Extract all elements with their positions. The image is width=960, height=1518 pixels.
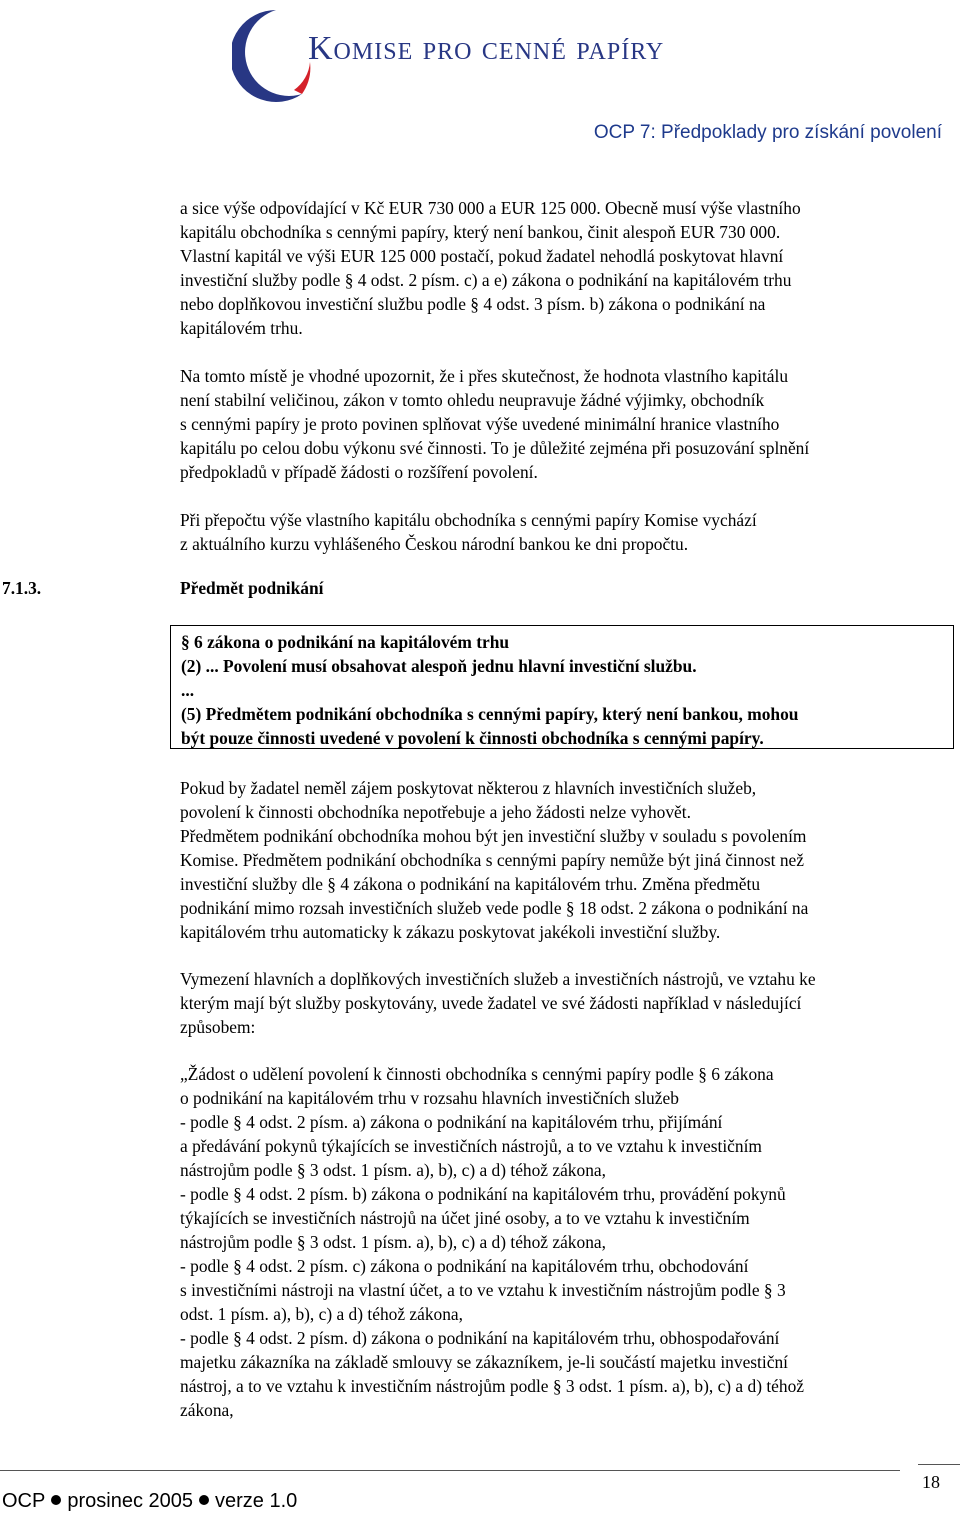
law-line: ...	[181, 680, 195, 700]
text-line: Pokud by žadatel neměl zájem poskytovat některou z hlavních investičních služeb,	[180, 778, 757, 798]
conversion-paragraph	[180, 508, 945, 556]
text-line: kterým mají být služby poskytovány, uvede žadatel ve své žádosti například v následující	[180, 993, 802, 1013]
text-line: týkajících se investičních nástrojů na účet jiné osoby, a to ve vztahu k investičním	[180, 1208, 750, 1228]
page-number: 18	[922, 1472, 940, 1492]
text-line: Vymezení hlavních a doplňkových investičních služeb a investičních nástrojů, ve vztahu ke	[180, 969, 816, 989]
text-line: nástrojům podle § 3 odst. 1 písm. a), b), c) a d) téhož zákona,	[180, 1232, 606, 1252]
bullet-icon	[199, 1495, 209, 1505]
text-line: investiční služby dle § 4 zákona o podnikání na kapitálovém trhu. Změna předmětu	[180, 874, 761, 894]
text-line: zákona,	[180, 1400, 234, 1420]
subject-paragraph	[180, 776, 945, 944]
example-paragraph	[180, 1062, 945, 1422]
law-line: (5) Předmětem podnikání obchodníka s cennými papíry, který není bankou, mohou	[181, 704, 799, 724]
text-line: povolení k činnosti obchodníka nepotřebuje a jeho žádosti nelze vyhovět.	[180, 802, 691, 822]
text-line: kapitálovém trhu automaticky k zákazu poskytovat jakékoli investiční služby.	[180, 922, 721, 942]
text-line: nebo doplňkovou investiční službu podle § 4 odst. 3 písm. b) zákona o podnikání na	[180, 294, 766, 314]
footer-org: OCP	[2, 1490, 46, 1512]
text-line: nástrojům podle § 3 odst. 1 písm. a), b), c) a d) téhož zákona,	[180, 1160, 606, 1180]
intro-paragraph	[180, 196, 945, 340]
law-citation-box	[170, 625, 954, 749]
text-line: kapitálu po celou dobu výkonu své činnosti. To je důležité zejména při posuzování splnění	[180, 438, 810, 458]
text-line: Komise. Předmětem podnikání obchodníka s cennými papíry nemůže být jiná činnost než	[180, 850, 804, 870]
header-logo	[232, 2, 722, 110]
text-line: „Žádost o udělení povolení k činnosti obchodníka s cennými papíry podle § 6 zákona	[180, 1064, 774, 1084]
text-line: není stabilní veličinou, zákon v tomto ohledu neupravuje žádné výjimky, obchodník	[180, 390, 765, 410]
text-line: a předávání pokynů týkajících se investičních nástrojů, a to ve vztahu k investičním	[180, 1136, 762, 1156]
law-line: (2) ... Povolení musí obsahovat alespoň jednu hlavní investiční službu.	[181, 656, 697, 676]
text-line: s investičními nástroji na vlastní účet, a to ve vztahu k investičním nástrojům podle § 3	[180, 1280, 786, 1300]
footer-divider-right	[918, 1464, 960, 1465]
text-line: - podle § 4 odst. 2 písm. c) zákona o podnikání na kapitálovém trhu, obchodování	[180, 1256, 749, 1276]
kcp-emblem-icon	[232, 2, 312, 110]
law-line: § 6 zákona o podnikání na kapitálovém trhu	[181, 632, 510, 652]
text-line: Vlastní kapitál ve výši EUR 125 000 postačí, pokud žadatel nehodlá poskytovat hlavní	[180, 246, 784, 266]
text-line: s cennými papíry je proto povinen splňovat výše uvedené minimální hranice vlastního	[180, 414, 780, 434]
text-line: Při přepočtu výše vlastního kapitálu obchodníka s cennými papíry Komise vychází	[180, 510, 757, 530]
bullet-icon	[51, 1495, 61, 1505]
text-line: z aktuálního kurzu vyhlášeného Českou národní bankou ke dni propočtu.	[180, 534, 689, 554]
text-line: způsobem:	[180, 1017, 256, 1037]
footer-divider	[0, 1470, 900, 1471]
text-line: kapitálovém trhu.	[180, 318, 303, 338]
footer-date: prosinec 2005	[67, 1490, 193, 1512]
stability-paragraph	[180, 364, 945, 484]
page-title: OCP 7: Předpoklady pro získání povolení	[593, 122, 942, 143]
text-line: podnikání mimo rozsah investičních služeb vede podle § 18 odst. 2 zákona o podnikání na	[180, 898, 809, 918]
definition-paragraph	[180, 967, 945, 1039]
text-line: nástroj, a to ve vztahu k investičním nástrojům podle § 3 odst. 1 písm. a), b), c) a d) téhož	[180, 1376, 804, 1396]
text-line: o podnikání na kapitálovém trhu v rozsahu hlavních investičních služeb	[180, 1088, 679, 1108]
text-line: a sice výše odpovídající v Kč EUR 730 000 a EUR 125 000. Obecně musí výše vlastního	[180, 198, 801, 218]
text-line: předpokladů v případě žádosti o rozšíření povolení.	[180, 462, 538, 482]
text-line: investiční služby podle § 4 odst. 2 písm. c) a e) zákona o podnikání na kapitálovém trhu	[180, 270, 792, 290]
text-line: Na tomto místě je vhodné upozornit, že i přes skutečnost, že hodnota vlastního kapitálu	[180, 366, 789, 386]
text-line: odst. 1 písm. a), b), c) a d) téhož zákona,	[180, 1304, 463, 1324]
text-line: - podle § 4 odst. 2 písm. a) zákona o podnikání na kapitálovém trhu, přijímání	[180, 1112, 723, 1132]
text-line: - podle § 4 odst. 2 písm. d) zákona o podnikání na kapitálovém trhu, obhospodařování	[180, 1328, 780, 1348]
logo-wordmark: Komise pro cenné papíry	[308, 30, 665, 67]
section-title: Předmět podnikání	[180, 578, 324, 598]
law-line: být pouze činnosti uvedené v povolení k činnosti obchodníka s cennými papíry.	[181, 728, 764, 748]
section-number: 7.1.3.	[2, 578, 42, 598]
text-line: - podle § 4 odst. 2 písm. b) zákona o podnikání na kapitálovém trhu, provádění pokynů	[180, 1184, 786, 1204]
text-line: majetku zákazníka na základě smlouvy se zákazníkem, je-li součástí majetku investiční	[180, 1352, 788, 1372]
text-line: kapitálu obchodníka s cennými papíry, který není bankou, činit alespoň EUR 730 000.	[180, 222, 781, 242]
footer-version: verze 1.0	[215, 1490, 298, 1512]
footer-info	[2, 1490, 297, 1513]
text-line: Předmětem podnikání obchodníka mohou být jen investiční služby v souladu s povolením	[180, 826, 807, 846]
